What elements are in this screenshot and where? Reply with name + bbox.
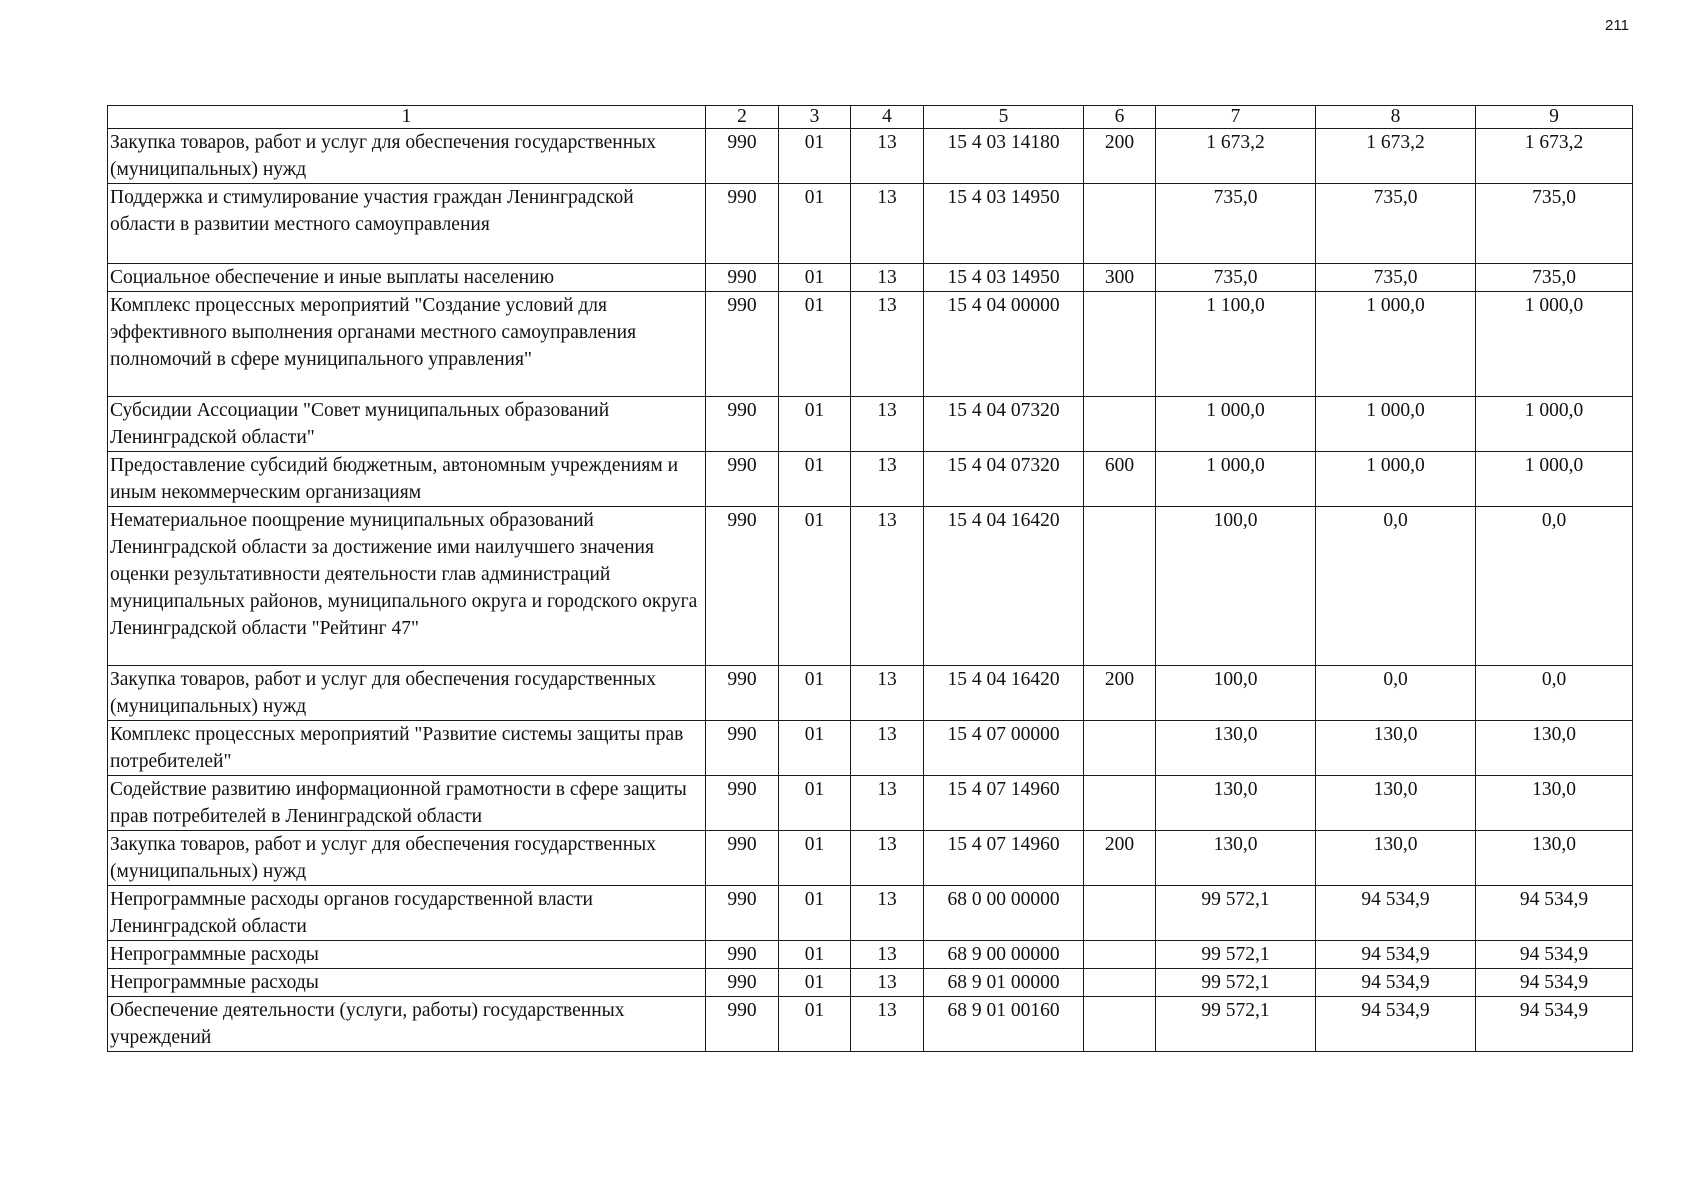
col-3-value: 01	[779, 184, 851, 264]
col-4-value: 13	[851, 507, 924, 666]
col-2-value: 990	[706, 969, 779, 997]
col-6-value	[1084, 397, 1156, 452]
col-9-value: 735,0	[1476, 264, 1633, 292]
col-2-value: 990	[706, 452, 779, 507]
col-9-value: 94 534,9	[1476, 969, 1633, 997]
header-cell: 6	[1084, 106, 1156, 129]
col-6-value	[1084, 886, 1156, 941]
col-9-value: 94 534,9	[1476, 886, 1633, 941]
col-9-value: 130,0	[1476, 721, 1633, 776]
col-2-value: 990	[706, 666, 779, 721]
row-name: Закупка товаров, работ и услуг для обеспечения государственных (муниципальных) нужд	[108, 666, 706, 721]
col-6-value	[1084, 721, 1156, 776]
col-9-value: 130,0	[1476, 831, 1633, 886]
col-7-value: 130,0	[1156, 831, 1316, 886]
col-3-value: 01	[779, 886, 851, 941]
col-4-value: 13	[851, 941, 924, 969]
col-5-value: 68 9 00 00000	[924, 941, 1084, 969]
row-name: Социальное обеспечение и иные выплаты населению	[108, 264, 706, 292]
col-9-value: 0,0	[1476, 507, 1633, 666]
col-5-value: 15 4 04 07320	[924, 452, 1084, 507]
col-5-value: 15 4 04 00000	[924, 292, 1084, 397]
col-4-value: 13	[851, 721, 924, 776]
col-4-value: 13	[851, 666, 924, 721]
col-2-value: 990	[706, 941, 779, 969]
col-2-value: 990	[706, 129, 779, 184]
col-4-value: 13	[851, 969, 924, 997]
col-8-value: 1 000,0	[1316, 397, 1476, 452]
table-row	[108, 507, 1633, 666]
row-name: Непрограммные расходы	[108, 969, 706, 997]
col-3-value: 01	[779, 452, 851, 507]
col-5-value: 68 9 01 00160	[924, 997, 1084, 1052]
col-7-value: 1 000,0	[1156, 452, 1316, 507]
col-3-value: 01	[779, 776, 851, 831]
col-6-value: 600	[1084, 452, 1156, 507]
col-6-value	[1084, 184, 1156, 264]
row-name: Комплекс процессных мероприятий "Развитие системы защиты прав потребителей"	[108, 721, 706, 776]
col-7-value: 99 572,1	[1156, 997, 1316, 1052]
col-4-value: 13	[851, 886, 924, 941]
col-9-value: 1 000,0	[1476, 397, 1633, 452]
row-name: Обеспечение деятельности (услуги, работы) государственных учреждений	[108, 997, 706, 1052]
col-3-value: 01	[779, 969, 851, 997]
col-2-value: 990	[706, 184, 779, 264]
table-body	[108, 129, 1633, 1052]
col-3-value: 01	[779, 666, 851, 721]
col-9-value: 1 000,0	[1476, 292, 1633, 397]
col-6-value	[1084, 776, 1156, 831]
table-row	[108, 831, 1633, 886]
col-7-value: 99 572,1	[1156, 969, 1316, 997]
col-8-value: 130,0	[1316, 721, 1476, 776]
col-6-value	[1084, 507, 1156, 666]
header-cell: 9	[1476, 106, 1633, 129]
col-4-value: 13	[851, 831, 924, 886]
row-name: Непрограммные расходы органов государственной власти Ленинградской области	[108, 886, 706, 941]
table-row	[108, 452, 1633, 507]
col-5-value: 15 4 07 14960	[924, 831, 1084, 886]
table-row	[108, 969, 1633, 997]
col-9-value: 735,0	[1476, 184, 1633, 264]
col-6-value	[1084, 997, 1156, 1052]
col-3-value: 01	[779, 941, 851, 969]
col-9-value: 1 000,0	[1476, 452, 1633, 507]
row-name: Нематериальное поощрение муниципальных образований Ленинградской области за достижение ими наилучшего значения оценки результативности деятельности глав администраций муниципальных районов, муниципального округа и городского округа Ленинградской области "Рейтинг 47"	[108, 507, 706, 666]
col-5-value: 15 4 04 16420	[924, 507, 1084, 666]
col-6-value	[1084, 969, 1156, 997]
header-cell: 4	[851, 106, 924, 129]
col-4-value: 13	[851, 184, 924, 264]
col-5-value: 15 4 07 00000	[924, 721, 1084, 776]
table-row	[108, 264, 1633, 292]
col-7-value: 100,0	[1156, 666, 1316, 721]
row-name: Содействие развитию информационной грамотности в сфере защиты прав потребителей в Ленинградской области	[108, 776, 706, 831]
col-7-value: 99 572,1	[1156, 886, 1316, 941]
col-3-value: 01	[779, 831, 851, 886]
col-4-value: 13	[851, 292, 924, 397]
table-row	[108, 184, 1633, 264]
col-8-value: 1 000,0	[1316, 292, 1476, 397]
col-3-value: 01	[779, 129, 851, 184]
col-7-value: 1 100,0	[1156, 292, 1316, 397]
col-3-value: 01	[779, 507, 851, 666]
col-2-value: 990	[706, 831, 779, 886]
col-2-value: 990	[706, 776, 779, 831]
col-7-value: 130,0	[1156, 776, 1316, 831]
col-8-value: 94 534,9	[1316, 997, 1476, 1052]
col-3-value: 01	[779, 997, 851, 1052]
col-4-value: 13	[851, 397, 924, 452]
col-2-value: 990	[706, 997, 779, 1052]
header-cell: 2	[706, 106, 779, 129]
row-name: Предоставление субсидий бюджетным, автономным учреждениям и иным некоммерческим организациям	[108, 452, 706, 507]
col-3-value: 01	[779, 264, 851, 292]
col-6-value	[1084, 292, 1156, 397]
page-number: 211	[1605, 17, 1629, 34]
row-name: Комплекс процессных мероприятий "Создание условий для эффективного выполнения органами местного самоуправления полномочий в сфере муниципального управления"	[108, 292, 706, 397]
col-7-value: 1 673,2	[1156, 129, 1316, 184]
col-6-value: 200	[1084, 831, 1156, 886]
col-6-value: 200	[1084, 666, 1156, 721]
col-5-value: 15 4 03 14180	[924, 129, 1084, 184]
table-row	[108, 886, 1633, 941]
row-name: Закупка товаров, работ и услуг для обеспечения государственных (муниципальных) нужд	[108, 831, 706, 886]
header-row	[108, 106, 1633, 129]
col-2-value: 990	[706, 886, 779, 941]
header-cell: 1	[108, 106, 706, 129]
col-8-value: 94 534,9	[1316, 886, 1476, 941]
table-row	[108, 997, 1633, 1052]
col-6-value: 200	[1084, 129, 1156, 184]
col-9-value: 0,0	[1476, 666, 1633, 721]
col-9-value: 1 673,2	[1476, 129, 1633, 184]
col-9-value: 94 534,9	[1476, 997, 1633, 1052]
col-4-value: 13	[851, 776, 924, 831]
col-5-value: 15 4 03 14950	[924, 264, 1084, 292]
table-row	[108, 129, 1633, 184]
col-4-value: 13	[851, 264, 924, 292]
row-name: Субсидии Ассоциации "Совет муниципальных образований Ленинградской области"	[108, 397, 706, 452]
col-7-value: 99 572,1	[1156, 941, 1316, 969]
col-8-value: 735,0	[1316, 184, 1476, 264]
col-3-value: 01	[779, 721, 851, 776]
col-9-value: 94 534,9	[1476, 941, 1633, 969]
col-7-value: 100,0	[1156, 507, 1316, 666]
table-row	[108, 941, 1633, 969]
col-4-value: 13	[851, 997, 924, 1052]
col-8-value: 94 534,9	[1316, 969, 1476, 997]
col-8-value: 0,0	[1316, 507, 1476, 666]
row-name: Закупка товаров, работ и услуг для обеспечения государственных (муниципальных) нужд	[108, 129, 706, 184]
budget-table	[107, 105, 1633, 1052]
col-2-value: 990	[706, 264, 779, 292]
header-cell: 5	[924, 106, 1084, 129]
table-row	[108, 721, 1633, 776]
col-5-value: 15 4 07 14960	[924, 776, 1084, 831]
table-row	[108, 397, 1633, 452]
row-name: Поддержка и стимулирование участия граждан Ленинградской области в развитии местного самоуправления	[108, 184, 706, 264]
col-9-value: 130,0	[1476, 776, 1633, 831]
col-6-value: 300	[1084, 264, 1156, 292]
col-4-value: 13	[851, 452, 924, 507]
col-2-value: 990	[706, 721, 779, 776]
col-2-value: 990	[706, 507, 779, 666]
col-8-value: 1 673,2	[1316, 129, 1476, 184]
header-cell: 8	[1316, 106, 1476, 129]
col-3-value: 01	[779, 292, 851, 397]
table-row	[108, 776, 1633, 831]
col-3-value: 01	[779, 397, 851, 452]
col-5-value: 15 4 03 14950	[924, 184, 1084, 264]
col-8-value: 735,0	[1316, 264, 1476, 292]
col-8-value: 0,0	[1316, 666, 1476, 721]
col-4-value: 13	[851, 129, 924, 184]
col-5-value: 68 9 01 00000	[924, 969, 1084, 997]
col-7-value: 130,0	[1156, 721, 1316, 776]
col-8-value: 130,0	[1316, 776, 1476, 831]
col-5-value: 15 4 04 16420	[924, 666, 1084, 721]
header-cell: 3	[779, 106, 851, 129]
table-row	[108, 666, 1633, 721]
table-row	[108, 292, 1633, 397]
col-8-value: 94 534,9	[1316, 941, 1476, 969]
col-2-value: 990	[706, 292, 779, 397]
col-7-value: 1 000,0	[1156, 397, 1316, 452]
col-7-value: 735,0	[1156, 184, 1316, 264]
col-2-value: 990	[706, 397, 779, 452]
col-8-value: 1 000,0	[1316, 452, 1476, 507]
col-6-value	[1084, 941, 1156, 969]
header-cell: 7	[1156, 106, 1316, 129]
col-7-value: 735,0	[1156, 264, 1316, 292]
col-8-value: 130,0	[1316, 831, 1476, 886]
col-5-value: 15 4 04 07320	[924, 397, 1084, 452]
row-name: Непрограммные расходы	[108, 941, 706, 969]
col-5-value: 68 0 00 00000	[924, 886, 1084, 941]
